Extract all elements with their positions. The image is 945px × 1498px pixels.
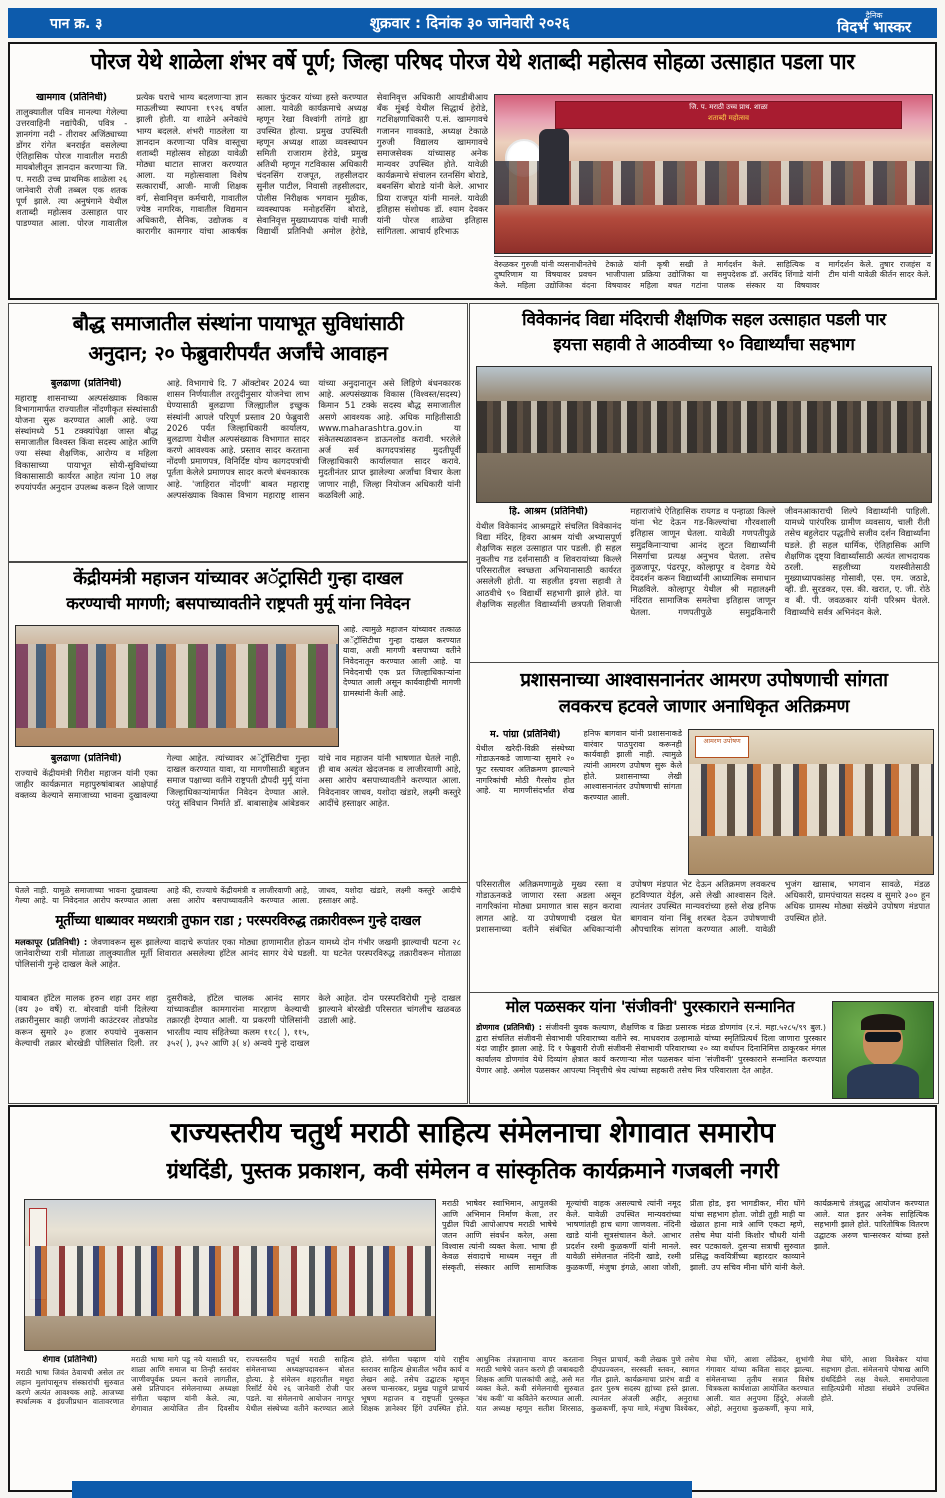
fast-lead: म. पांग्रा (प्रतिनिधी) येथील खरेदी-विक्री संस्थेच्या गोडाऊनकडे जाणाऱ्या सुमारे २० फूट रस्त्यावर अतिक्रमण झाल्याने नागरिकांची मोठी गैरसोय होत आहे. या मागणीसंदर्भात शेख हनिफ बागवान यांनी प्रशासनाकडे वारंवार पाठपुरावा करूनही कार्यवाही झाली नाही. त्यामुळे त्यांनी आमरण उपोषण सुरू केले होते. प्रशासनाच्या लेखी आश्वासनानंतर उपोषणाची सांगता करण्यात आली.	[476, 729, 682, 802]
atrocity-tail-text: घेतले नाही. यामुळे समाजाच्या भावना दुखावल्या गेल्या आहे. या निवेदनात आरोप करण्यात आला आहे की, राज्याचे केंद्रीयमंत्री व लाजीरवाणी आहे, असा आरोप बसपाच्यावतीने करण्यात आला. जाधव, यशोदा खंडारे, लक्ष्मी कस्तुरे आदीचे हस्ताक्षर आहे.	[15, 886, 461, 906]
stage-banner-line1: जि. प. मराठी उच्च प्राथ. शाळा	[689, 103, 768, 111]
photo-award-recipient-portrait	[832, 1001, 934, 1099]
lead-body: खामगाव (प्रतिनिधी) तालुक्यातील पवित्र मानल्या गेलेल्या उत्तरवाहिनी नद्यांपैकी, पवित्र - ज्ञानगंगा नदी - तीरावर अजिंठ्याच्या डोंगर रांगेत बनराईत वसलेल्या ऐतिहासिक पोरज गावातील मराठी मायबोलीतून ज्ञानदान करणाऱ्या जि. प. मराठी उच्च प्राथमिक शाळेला २६ जानेवारी रोजी तब्बल एक शतक पूर्ण झाले. त्या अनुषंगाने येथील शताब्दी महोत्सव उत्साहात पार पाडण्यात आला. पोरज गावातील प्रत्येक घराचे भाग्य बदलणाऱ्या ज्ञान माऊलीच्या स्थापना १९२६ वर्षात झाली होती. या शाळेने अनेकांचे भाग्य बदलले. शंभरी गाठलेला या ज्ञानदान करणाऱ्या पवित्र वास्तूचा शताब्दी महोत्सव सोहळा यावेळी मोठ्या थाटात साजरा करण्यात आला. या महोत्सवाला विशेष सत्कारार्थी, आजी- माजी शिक्षक वर्ग, सेवानिवृत्त कर्मचारी, गावातील ज्येष्ठ नागरिक, गावातील विद्यमान अधिकारी, सैनिक, उद्योजक व कारागीर कामगार यांचा आकर्षक सत्कार फुंटकर यांच्या हस्ते करण्यात आला. यावेळी कार्यक्रमाचे अध्यक्ष म्हणून रेखा विश्वांगी तांगडे ह्या उपस्थित होत्या. प्रमुख उपस्थिती म्हणून अध्यक्ष शाळा व्यवस्थापन समिती राजाराम हेरोडे, प्रमुख अतिथी म्हणून गटविकास अधिकारी चंदनसिंग राजपूत, तहसीलदार सुनील पाटील, निवासी तहसीलदार, पोलीस निरीक्षक भगवान मुळीक, व्यवस्थापक मनोहरसिंग बोराडे, सेवानिवृत्त मुख्याध्यापक यांची माजी विद्यार्थी प्रतिनिधी अमोल हेरोडे, सेवानिवृत्त अधिकारी आयडीबीआय बँक मुंबई येथील सिद्धार्थ हेरोडे, गटशिक्षणाधिकारी प.सं. खामगावचे गजानन गावकाडे, अध्यक्ष टेकाळे गुरुजी विद्यालय खामगावचे समाजसेवक यांच्यासह अनेक मान्यवर उपस्थित होते. यावेळी कार्यक्रमाचे संचालन रतनसिंग बोराडे, बबनसिंग बोराडे यांनी केले. आभार प्रिया राजपूत यांनी मानले. यावेळी इतिहास संशोधक डॉ. श्याम देवकर यांनी पोरज शाळेचा इतिहास सांगितला. आचार्य हरिभाऊ	[16, 92, 488, 237]
fast-story	[469, 662, 939, 994]
page-number: पान क्र. ३	[50, 15, 103, 32]
trip-story	[469, 303, 939, 663]
atrocity-story	[8, 562, 468, 883]
grant-headline-1: बौद्ध समाजातील संस्थांना पायाभूत सुविधांसाठी	[72, 311, 404, 335]
grant-story	[8, 303, 468, 562]
trip-group-people	[477, 401, 931, 453]
portrait-hair	[861, 1014, 905, 1030]
sammelan-crowd	[25, 1246, 435, 1316]
fast-headline-2: लवकरच हटवले जाणार अनाधिकृत अतिक्रमण	[558, 696, 850, 717]
atrocity-side-text: आहे. त्यामुळे महाजन यांच्यावर तत्काळ अॅट्रॉसिटीचा गुन्हा दाखल करण्यात यावा, अशी मागणी बसपाच्या वतीने निवेदनातून करण्यात आली आहे. या निवेदनाची एक प्रत जिल्हाधिकाऱ्यांना देण्यात आली असून कार्यवाहीची मागणी ग्रामस्थांनी केली आहे.	[343, 625, 461, 698]
atrocity-headline-1: केंद्रीयमंत्री महाजन यांच्यावर अॅट्रासिटी गुन्हा दाखल	[73, 568, 403, 589]
portrait-sunglasses	[865, 1032, 901, 1042]
award-headline: मोल पळसकर यांना 'संजीवनी' पुरस्काराने सन्मानित	[505, 997, 795, 1016]
fast-headline-1: प्रशासनाच्या आश्वासनानंतर आमरण उपोषणाची सांगता	[520, 669, 888, 691]
lead-caption: वेरुळकर गुरुजी यांनी व्यसनाधीनतेचे दुष्परिणाम या विषयावर प्रवचन केले. महिला उद्योजिका वंदना टेकाळे यांनी कृषी सखी ते भाजीपाला प्रक्रिया उद्योजिका या विषयावर महिला बचत गटांना मार्गदर्शन केले. साहित्यिक व समुपदेशक डॉ. अरविंद शिंगाडे यांनी पालक संस्कार या विषयावर मार्गदर्शन केले. तुषार राजहंस व टीम यांनी यावेळी कीर्तन सादर केले.	[494, 256, 931, 298]
award-story	[469, 992, 939, 1104]
brand-name: विदर्भ भास्कर	[837, 17, 911, 36]
photo-school-trip-group	[476, 366, 932, 503]
lead-byline: खामगाव (प्रतिनिधी)	[36, 92, 108, 103]
photo-hunger-strike-camp	[688, 729, 934, 875]
bottom-ad-strip	[72, 1481, 692, 1498]
grant-body: बुलढाणा (प्रतिनिधी) महाराष्ट्र शासनाच्या अल्पसंख्याक विकास विभागामार्फत राज्यातील नोंदणीकृत संस्थांसाठी योजना सुरू करण्यात आली आहे. ज्या संस्थांमध्ये 51 टक्क्यांपेक्षा जास्त बौद्ध समाजातील विश्वस्त किंवा सदस्य आहेत आणि ज्या संस्था शैक्षणिक, आरोग्य व महिला विकासाच्या पायाभूत सोयी-सुविधांच्या विकासासाठी कार्यरत आहेत त्यांना 10 लक्ष रुपयांपर्यंत अनुदान उपलब्ध करून दिले जाणार आहे. विभागाचे दि. 7 ऑक्टोबर 2024 च्या शासन निर्णयातील तरतुदीनुसार योजनेचा लाभ घेण्यासाठी बुलढाणा जिल्ह्यातील इच्छुक संस्थांनी आपले परिपूर्ण प्रस्ताव 20 फेब्रुवारी 2026 पर्यंत जिल्हाधिकारी कार्यालय, बुलढाणा येथील अल्पसंख्याक विभागात सादर करणे आवश्यक आहे. प्रस्ताव सादर करताना नोंदणी प्रमाणपत्र, विनिर्दिष्ट योग्य कागदपत्रांची पूर्तता केलेले प्रमाणपत्र सादर करणे बंधनकारक आहे. 'जाहिरात नोंदणी' बाबत महाराष्ट्र अल्पसंख्याक विकास विभाग महाराष्ट्र शासन यांच्या अनुदानातून असे लिहिणे बंधनकारक आहे. अल्पसंख्याक विकास (विश्वस्त/सदस्य) किमान 51 टक्के सदस्य बौद्ध समाजातील असणे आवश्यक आहे. अधिक माहितीसाठी www.maharashtra.gov.in या संकेतस्थळावरून डाऊनलोड करावी. भरलेले अर्ज सर्व कागदपत्रांसह मुदतीपूर्वी जिल्हाधिकारी कार्यालयात सादर करावे. मुदतीनंतर प्राप्त झालेल्या अर्जांचा विचार केला जाणार नाही, जिल्हा नियोजन अधिकारी यांनी कळविली आहे.	[15, 378, 461, 500]
date-line: शुक्रवार : दिनांक ३० जानेवारी २०२६	[369, 14, 570, 32]
stage-banner	[555, 101, 902, 129]
camp-sign: आमरण उपोषण	[695, 736, 749, 758]
brawl-headline: मूर्तीच्या धाब्यावर मध्यरात्री तुफान राडा ; परस्परविरुद्ध तक्रारीवरून गुन्हे दाखल	[55, 913, 421, 929]
trip-byline: हि. आश्रम (प्रतिनिधी)	[509, 506, 589, 517]
sammelan-body: शेगाव (प्रतिनिधी) मराठी भाषा जिवंत ठेवायची असेल तर लहान मुलांपासूनच संस्कारांची सुरुवात करणे अत्यंत आवश्यक आहे. आजच्या स्पर्धात्मक व इंग्रजीप्रधान वातावरणात मराठी भाषा मागे पडू नये यासाठी घर, शाळा आणि समाज या तिन्ही स्तरांवर जाणीवपूर्वक प्रयत्न करावे लागतील, असे प्रतिपादन संमेलनाच्या अध्यक्षा संगीता चव्हाण यांनी केले. त्या, शेगावात आयोजित तीन दिवसीय राज्यस्तरीय चतुर्थ मराठी साहित्य संमेलनाच्या अध्यक्षपदावरून बोलत होत्या. हे संमेलन शहरातील मथुरा रिसॉर्ट येथे २६ जानेवारी रोजी पार पडले. या संमेलनाचे आयोजन नागपूर येथील संस्थेच्या वतीने करण्यात आले होते. संगीता चव्हाण यांचे राष्ट्रीय स्तरावर साहित्य क्षेत्रातील भरीव कार्य व लेखन आहे. तसेच उद्घाटक म्हणून अरुण चान्सरकर, प्रमुख पाहुणे प्राचार्य भूषण महाजन व राष्ट्रपती पुरस्कृत शिक्षक ज्ञानेश्वर हिंगे उपस्थित होते. आधुनिक तंत्रज्ञानाचा वापर करताना मराठी भाषेचे जतन करणे ही जबाबदारी शिक्षक आणि पालकांची आहे, असे मत व्यक्त केले. कवी संमेलनाची सुरुवात 'बंध कवी' या कवितेने करण्यात आली. यात अध्यक्ष म्हणून सतीश शिरसाठ, निवृत्त प्राचार्य, कवी लेखक पुणे तसेच दीपप्रज्वलन, सरस्वती स्तवन, स्वागत गीत झाले. कार्यक्रमाचा प्रारंभ वाडी व इतर पुरुष सदस्य ह्यांच्या हस्ते झाला. त्यानंतर अंजली अहीर, अनुराधा कुळकर्णी, कृपा मात्रे, मंजुषा विश्वेकर, मेघा घोंगे, आशा लोंढेकर, शुभांगी गंगावार यांच्या कविता सादर झाल्या. संमेलनाच्या तृतीय सत्रात विशेष चित्रकला कार्यशाळा आयोजित करण्यात आली. यात अनुपमा हिंदुरे, अंजली ओहो, अनुराधा कुळकर्णी, कृपा मात्रे, मेघा घोंगे, आशा विश्वेकर यांचा सहभाग होता. संमेलनाचे पोषाख आणि ग्रंथदिंडीने लक्ष वेधले. समारोपाला साहित्यप्रेमी मोठ्या संख्येने उपस्थित होते.	[16, 1355, 929, 1413]
brawl-story	[8, 882, 468, 1104]
photo-centenary-celebration	[494, 94, 933, 254]
award-byline: डोणगाव (प्रतिनिधी) :	[476, 1023, 542, 1032]
trip-body: हि. आश्रम (प्रतिनिधी) येथील विवेकानंद आश्रमद्वारे संचलित विवेकानंद विद्या मंदिर, हिवरा आश्रम यांची अभ्यासपूर्ण शैक्षणिक सहल उत्साहात पार पडली. ही सहल नुकतीच गड दर्शनासाठी व शिवरायांच्या किल्ले परिसरातील स्वच्छता अभियानासाठी कार्यरत असलेली होती. या सहलीत इयत्ता सहावी ते आठवीचे ९० विद्यार्थी सहभागी झाले होते. या शैक्षणिक सहलीत विद्यार्थ्यांनी छत्रपती शिवाजी महाराजांचे ऐतिहासिक रायगड व पन्हाळा किल्ले यांना भेट देऊन गड-किल्ल्यांचा गौरवशाली इतिहास जाणून घेतला. यावेळी गणपतीपुळे समुद्रकिनाऱ्याचा आनंद लुटत विद्यार्थ्यांनी निसर्गाचा प्रत्यक्ष अनुभव घेतला. तसेच तुळजापूर, पंढरपूर, कोल्हापूर व देवगड येथे देवदर्शन करून विद्यार्थ्यांनी आध्यात्मिक समाधान मिळविले. कोल्हापूर येथील श्री महालक्ष्मी मंदिरात सामाजिक समतेचा इतिहास जाणून घेतला. गणपतीपुळे समुद्रकिनारी जीवनआकाराची शिल्पे विद्यार्थ्यांनी पाहिली. यामध्ये पारंपरिक ग्रामीण व्यवसाय, चाली रीती तसेच बहुलेदार पद्धतीचे सजीव दर्शन विद्यार्थ्यांना घडले. ही सहल धार्मिक, ऐतिहासिक आणि शैक्षणिक दृष्ट्या विद्यार्थ्यांसाठी अत्यंत लाभदायक ठरली. सहलीच्या यशस्वीतेसाठी मुख्याध्यापकांसह गोसावी, एस. एम. जठाडे, व्ही. डी. सुरडकर, एस. की. खरात, ए. जी. रोठे व बी. पी. जवळकार यांनी परिश्रम घेतले. विद्यार्थ्यांचे सर्वत्र अभिनंदन केले.	[476, 506, 930, 617]
brawl-lead: मलकापूर (प्रतिनिधी) : जेवणावरून सुरू झालेल्या वादाचे रूपांतर एका मोठ्या हाणामारीत होऊन यामध्ये दोन गंभीर जखमी झाल्याची घटना २८ जानेवारीच्या रात्री मोताळा तालुक्यातील मूर्ती शिवारात असलेल्या हॉटेल आनंद सागर येथे घडली. या घटनेत परस्परविरुद्ध तक्रारीवरून मोताळा पोलिसांनी गुन्हे दाखल केले आहेत.	[15, 937, 461, 970]
brand-top: दैनिक	[865, 10, 883, 20]
trip-headline-1: विवेकानंद विद्या मंदिराची शैक्षणिक सहल उत्साहात पडली पार	[522, 310, 886, 330]
atrocity-body: बुलढाणा (प्रतिनिधी) राज्याचे केंद्रीयमंत्री गिरीश महाजन यांनी एका जाहीर कार्यक्रमात महापुरुषांबाबत आक्षेपार्ह वक्तव्य केल्याने समाजाच्या भावना दुखावल्या गेल्या आहेत. त्यांच्यावर अॅट्रॉसिटीचा गुन्हा दाखल करण्यात यावा, या मागणीसाठी बहुजन समाज पक्षाच्या वतीने राष्ट्रपती द्रौपदी मुर्मू यांना जिल्हाधिकाऱ्यांमार्फत निवेदन देण्यात आले. परंतु संविधान निर्माते डॉ. बाबासाहेब आंबेडकर यांचे नाव महाजन यांनी भाषणात घेतले नाही. ही बाब अत्यंत खेदजनक व लाजीरवाणी आहे, असा आरोप बसपाच्यावतीने करण्यात आला. निवेदनावर जाधव, यशोदा खंडारे, लक्ष्मी कस्तुरे आदींचे हस्ताक्षर आहेत.	[15, 753, 461, 808]
trip-headline-2: इयत्ता सहावी ते आठवीच्या ९० विद्यार्थ्यांचा सहभाग	[553, 335, 855, 355]
sammelan-headline-2: ग्रंथदिंडी, पुस्तक प्रकाशन, कवी संमेलन व सांस्कृतिक कार्यक्रमाने गजबली नगरी	[166, 1158, 779, 1184]
grant-headline-2: अनुदान; २० फेब्रुवारीपर्यंत अर्जांचे आवाहन	[88, 341, 388, 365]
lead-headline: पोरज येथे शाळेला शंभर वर्षे पूर्ण; जिल्हा परिषद पोरज येथे शताब्दी महोत्सव सोहळा उत्साहात पडला पार	[90, 49, 855, 75]
fast-byline: म. पांग्रा (प्रतिनिधी)	[489, 729, 561, 740]
masthead-bar	[8, 8, 937, 38]
grant-byline: बुलढाणा (प्रतिनिधी)	[50, 378, 122, 389]
stage-banner-line2: शताब्दी महोत्सव	[708, 113, 749, 122]
sammelan-right-text: मराठी भाषेवर स्वाभिमान, आपुलकी आणि अभिमान निर्माण केला, तर पुढील पिढी आपोआपच मराठी भाषेचे जतन आणि संवर्धन करेल, असा विश्वास त्यांनी व्यक्त केला. भाषा ही केवळ संवादाचे माध्यम नसून ती संस्कृती, संस्कार आणि सामाजिक मूल्यांची वाहक असल्याचे त्यांनी नमूद केले. यावेळी उपस्थित मान्यवरांच्या भाषणांतही हाच धागा जाणवला. नंदिनी खाडे यांनी सूत्रसंचालन केले. आभार प्रदर्शन रश्मी कुळकर्णी यांनी मानले. यावेळी संमेलनात नंदिनी खाडे, रश्मी कुळकर्णी, मंजुषा इंगळे, आशा जोशी, प्रीता होड, इरा भागडीकर, मीरा घोंगे यांचा सहभाग होता. जोडी तुही माही या खेळात हाना मात्रे आणि एकटा म्हणे, तसेच मेघा यांनी किशोर चौधरी यांनी स्वर पटकावले. दुसऱ्या सत्राची सुरुवात प्रसिद्ध कवयित्रींच्या बहारदार काव्याने झाली. उप सचिव मीना घोंगे यांनी केले. कार्यक्रमाचे तंत्रशुद्ध आयोजन करण्यात आले. यात इतर अनेक साहित्यिक सहभागी झाले होते. पारितोषिक वितरण उद्घाटक अरुण चान्सरकर यांच्या हस्ते झाले.	[442, 1199, 929, 1272]
sammelan-byline: शेगाव (प्रतिनिधी)	[42, 1355, 98, 1365]
atrocity-headline-2: करण्याची मागणी; बसपाच्यावतीने राष्ट्रपती मुर्मू यांना निवेदन	[66, 594, 410, 613]
lead-story	[8, 42, 937, 300]
photo-sammelan-group	[24, 1199, 436, 1351]
sammelan-headline-1: राज्यस्तरीय चतुर्थ मराठी साहित्य संमेलनाचा शेगावात समारोप	[170, 1116, 775, 1149]
brawl-body: याबाबत हॉटेल मालक हरुन शहा उमर शहा (वय ३० वर्षे) रा. बोरवाडी यांनी दिलेल्या तक्रारीनुसार काही जणांनी काउंटरवर तोडफोड करून सुमारे ३० हजार रुपयांचे नुकसान केल्याची तक्रार बोरखेडी पोलिसांत दिली. तर दुसरीकडे, हॉटेल चालक आनंद सागर यांच्याकडील कामगारांना मारहाण केल्याची तक्रारही देण्यात आली. या प्रकरणी पोलिसांनी भारतीय न्याय संहितेच्या कलम ११८( ), ११५, ३५२( ), ३५२ आणि ३( ४) अन्वये गुन्हे दाखल केले आहेत. दोन परस्परविरोधी गुन्हे दाखल झाल्याने बोरखेडी परिसरात चांगलीच खळबळ उडाली आहे.	[15, 993, 461, 1048]
speaker-figure	[539, 129, 569, 205]
award-body: डोणगाव (प्रतिनिधी) : संजीवनी युवक कल्याण, शैक्षणिक व क्रिडा प्रसारक मंडळ डोणगांव (र.नं. महा.५२८५/९९ बुल.) द्वारा संचलित संजीवनी सेवाभावी परिवाराच्या वतीने स्व. माधवराव उल्हामाळे यांच्या स्मृतिप्रित्यर्थ दिला जाणारा पुरस्कार यंदा जाहीर झाला आहे. दि १ फेब्रुवारी रोजी संजीवनी सेवाभावी परिवाराच्या २० व्या वर्धापन दिनानिमित्त ठाकूरकर मंगल कार्यालय डोणगांव येथे दिव्यांग क्षेत्रात कार्य करणाऱ्या मोल पळसकर यांना 'संजीवनी' पुरस्काराने सन्मानित करण्यात येणार आहे. अमोल पळसकर आपल्या निवृत्तीचे श्रेय त्यांच्या सहकारी तसेच मित्र परिवाराला देत आहेत.	[476, 1023, 826, 1075]
brawl-byline: मलकापूर (प्रतिनिधी) :	[15, 937, 88, 947]
memorandum-crowd	[16, 644, 338, 728]
camp-people	[689, 764, 933, 836]
atrocity-byline: बुलढाणा (प्रतिनिधी)	[50, 753, 122, 764]
brand-block	[837, 12, 937, 35]
portrait-shirt	[847, 1064, 919, 1098]
sammelan-story	[8, 1105, 937, 1492]
photo-memorandum-handover	[15, 625, 339, 747]
fast-body: परिसरातील अतिक्रमणामुळे मुख्य रस्ता व गोडाऊनकडे जाणारा रस्ता अडला असून नागरिकांना मोठ्या प्रमाणात त्रास सहन करावा लागत आहे. या उपोषणाची दखल घेत प्रशासनाच्या वतीने संबंधित अधिकाऱ्यांनी उपोषण मंडपात भेट देऊन अतिक्रमण लवकरच हटविण्यात येईल, असे लेखी आश्वासन दिले. त्यानंतर उपस्थित मान्यवरांच्या हस्ते शेख हनिफ बागवान यांना निंबू शरबत देऊन उपोषणाची औपचारिक सांगता करण्यात आली. यावेळी भुजंग खासाब, भगवान सावळे, मंडळ अधिकारी, ग्रामपंचायत सदस्य व सुमारे ३०० हून अधिक ग्रामस्थ मोठ्या संख्येने उपोषण मंडपात उपस्थित होते.	[476, 879, 930, 934]
